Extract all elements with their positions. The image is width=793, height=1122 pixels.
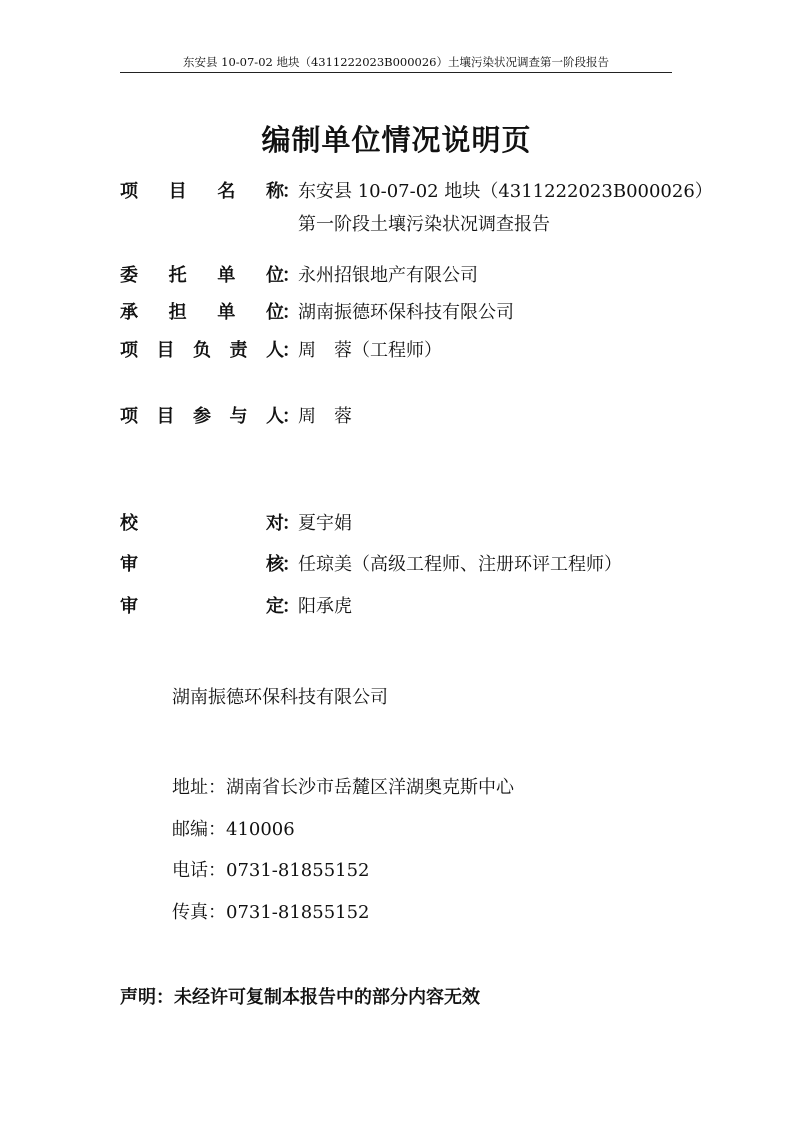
copyright-statement: 声明：未经许可复制本报告中的部分内容无效 [120, 987, 480, 1008]
client-colon: ： [282, 265, 300, 286]
reviewer-colon: ： [282, 554, 300, 575]
participants-label: 项 目 参 与 人 [120, 406, 284, 427]
reviewer-label: 审 核 [120, 554, 284, 575]
project-name-colon: ： [282, 181, 300, 202]
approver-colon: ： [282, 596, 300, 617]
proofreader-value: 夏宇娟 [298, 513, 352, 534]
running-header: 东安县 10-07-02 地块（4311222023B000026）土壤污染状况调查第一阶段报告 [120, 52, 672, 73]
company-address: 地址：湖南省长沙市岳麓区洋湖奥克斯中心 [172, 777, 514, 798]
approver-value: 阳承虎 [298, 596, 352, 617]
project-lead-colon: ： [282, 340, 300, 361]
page-title: 编制单位情况说明页 [261, 123, 532, 157]
contractor-colon: ： [282, 302, 300, 323]
project-lead-label: 项 目 负 责 人 [120, 340, 284, 361]
reviewer-value: 任琼美（高级工程师、注册环评工程师） [298, 554, 622, 575]
participants-value: 周 蓉 [298, 406, 352, 427]
proofreader-label: 校 对 [120, 513, 284, 534]
company-name: 湖南振德环保科技有限公司 [172, 687, 388, 708]
project-name-value: 东安县 10-07-02 地块（4311222023B000026） [298, 181, 713, 202]
contractor-label: 承 担 单 位 [120, 302, 284, 323]
client-label: 委 托 单 位 [120, 265, 284, 286]
company-fax: 传真：0731-81855152 [172, 902, 370, 923]
contractor-value: 湖南振德环保科技有限公司 [298, 302, 514, 323]
company-postcode: 邮编：410006 [172, 819, 295, 840]
company-phone: 电话：0731-81855152 [172, 860, 370, 881]
proofreader-colon: ： [282, 513, 300, 534]
project-name-value-line2: 第一阶段土壤污染状况调查报告 [298, 214, 550, 235]
project-lead-value: 周 蓉（工程师） [298, 340, 442, 361]
project-name-label: 项 目 名 称 [120, 181, 284, 202]
participants-colon: ： [282, 406, 300, 427]
client-value: 永州招银地产有限公司 [298, 265, 478, 286]
approver-label: 审 定 [120, 596, 284, 617]
